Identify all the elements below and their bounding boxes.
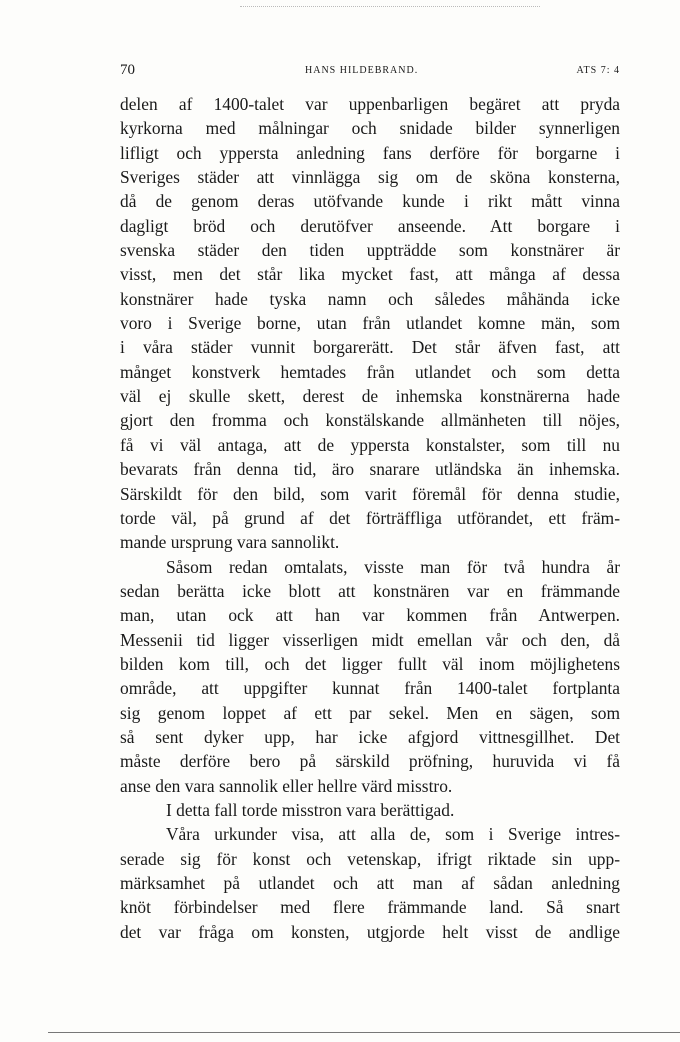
text-line: delen af 1400-talet var uppenbarligen begäret att pryda	[120, 94, 620, 114]
text-line: Såsom redan omtalats, visste man för två hundra år	[166, 556, 620, 577]
text-line: bilden kom till, och det ligger fullt väl inom möjlighetens	[120, 653, 620, 674]
text-line: område, att uppgifter kunnat från 1400-talet fortplanta	[120, 678, 620, 699]
text-line: då de genom deras utöfvande kunde i rikt mått vinna	[120, 191, 620, 212]
running-head: HANS HILDEBRAND.	[305, 65, 419, 76]
signature-mark: ATS 7: 4	[576, 65, 620, 76]
text-line: Sveriges städer att vinnlägga sig om de sköna konsterna,	[120, 167, 620, 188]
text-line: Messenii tid ligger visserligen midt emellan vår och den, då	[120, 629, 620, 650]
text-line: kyrkorna med målningar och snidade bilder synnerligen	[120, 118, 620, 139]
text-line: bevarats från denna tid, äro snarare utländska än inhemska.	[120, 459, 620, 480]
text-line: gjort den fromma och konstälskande allmänheten till nöjes,	[120, 410, 620, 431]
text-line: anse den vara sannolik eller hellre värd misstro.	[120, 775, 453, 796]
text-line: Våra urkunder visa, att alla de, som i Sverige intres-	[166, 824, 620, 845]
bottom-rule	[48, 1032, 680, 1033]
text-line: måste derföre bero på särskild pröfning, huruvida vi få	[120, 751, 620, 772]
text-line: månget konstverk hemtades från utlandet och som detta	[120, 361, 620, 382]
text-line: så sent dyker upp, har icke afgjord vittnesgillhet. Det	[120, 726, 620, 747]
top-dotted-rule	[240, 6, 540, 7]
text-line: voro i Sverige borne, utan från utlandet komne män, som	[120, 313, 620, 334]
page-number: 70	[120, 62, 135, 78]
text-line: sig genom loppet af ett par sekel. Men en sägen, som	[120, 702, 620, 723]
body-text	[120, 92, 620, 944]
text-line: knöt förbindelser med flere främmande land. Så snart	[120, 897, 620, 918]
text-line: svenska städer den tiden uppträdde som konstnärer är	[120, 240, 620, 261]
text-line: dagligt bröd och derutöfver anseende. Att borgare i	[120, 215, 620, 236]
text-line: konstnärer hade tyska namn och således måhända icke	[120, 288, 620, 309]
text-line: väl ej skulle skett, derest de inhemska konstnärerna hade	[120, 386, 620, 407]
text-line: mande ursprung vara sannolikt.	[120, 532, 340, 553]
text-line: märksamhet på utlandet och att man af sådan anledning	[120, 873, 620, 893]
text-line: I detta fall torde misstron vara berättigad.	[166, 799, 455, 820]
text-line: serade sig för konst och vetenskap, ifrigt riktade sin upp-	[120, 848, 620, 869]
text-line: sedan berätta icke blott att konstnären var en främmande	[120, 580, 620, 601]
text-line: lifligt och yppersta anledning fans derföre för borgarne i	[120, 142, 620, 163]
text-line: man, utan ock att han var kommen från Antwerpen.	[120, 605, 620, 626]
text-line: det var fråga om konsten, utgjorde helt visst de andlige	[120, 921, 620, 942]
page-header	[120, 62, 620, 82]
text-line: torde väl, på grund af det förträffliga utförandet, ett främ-	[120, 507, 620, 528]
text-line: visst, men det står lika mycket fast, att många af dessa	[120, 264, 620, 285]
text-line: få vi väl antaga, att de yppersta konstalster, som till nu	[120, 434, 620, 455]
text-line: Särskildt för den bild, som varit föremål för denna studie,	[120, 483, 620, 504]
text-line: i våra städer vunnit borgarerätt. Det står äfven fast, att	[120, 337, 620, 358]
